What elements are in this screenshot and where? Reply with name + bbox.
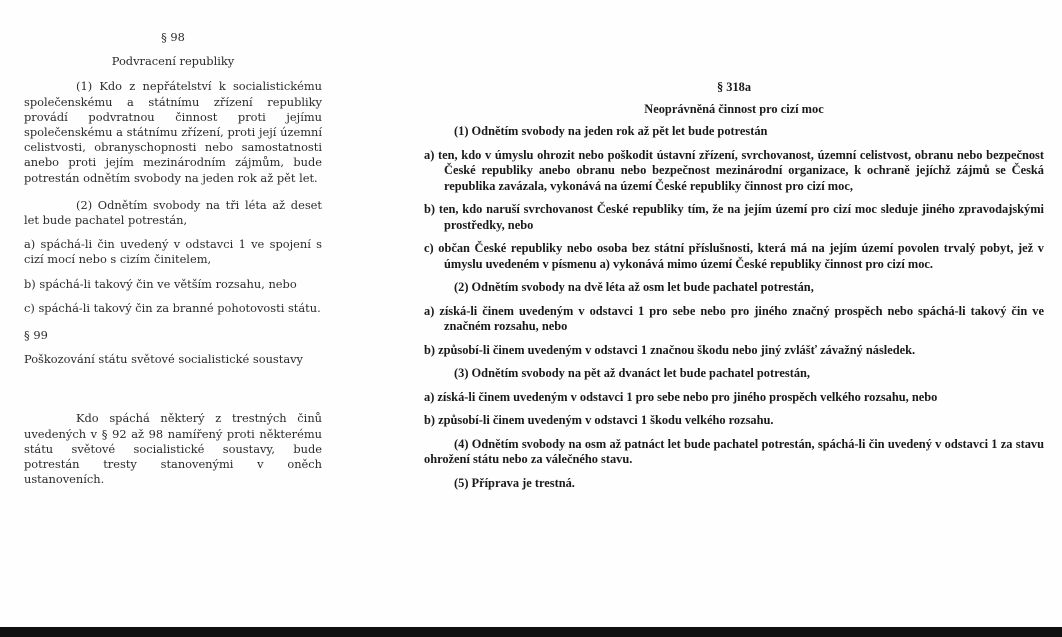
paragraph-318a-2: (2) Odnětím svobody na dvě léta až osm let bude pachatel potrestán,: [454, 280, 814, 294]
item-98-a: a) spáchá-li čin uvedený v odstavci 1 ve spojení s cizí mocí nebo s cizím činitelem,: [24, 237, 322, 267]
item-318a-1a: a) ten, kdo v úmyslu ohrozit nebo poškodit ústavní zřízení, svrchovanost, územní celistvost, obranu nebo bezpečnost České republiky anebo obranu nebo bezpečnost mezinárodní organizace, k ochraně jejíchž zájmů se Česká republika zavázala, vykonává na území České republiky činnost pro cizí moc,: [424, 147, 1044, 193]
paragraph-318a-5: (5) Příprava je trestná.: [454, 475, 575, 490]
item-318a-2a: a) získá-li činem uvedeným v odstavci 1 pro sebe nebo pro jiného značný prospěch nebo spáchá-li takový čin ve značném rozsahu, nebo: [424, 303, 1044, 333]
section-title-98: Podvracení republiky: [111, 54, 235, 69]
section-title-318a: Neoprávněná činnost pro cizí moc: [644, 101, 824, 116]
item-318a-3b: b) způsobí-li činem uvedeným v odstavci 1 škodu velkého rozsahu.: [424, 413, 774, 427]
paragraph-99: Kdo spáchá některý z trestných činů uvedených v § 92 až 98 namířený proti některému státu světové socialistické soustavy, bude potrestán tresty stanovenými v oněch ustanoveních.: [24, 411, 322, 487]
bottom-edge-bar: [0, 627, 1062, 637]
item-318a-1c: c) občan České republiky nebo osoba bez státní příslušnosti, která má na jejím území povolen trvalý pobyt, jež v úmyslu uvedeném v písmenu a) vykonává mimo území České republiky činnost pro cizí moc.: [424, 241, 1044, 271]
section-number-318a: § 318a: [716, 80, 752, 94]
paragraph-98-1: (1) Kdo z nepřátelství k socialistickému společenskému a státnímu zřízení republiky provádí podvratnou činnost proti jejímu společenskému a státnímu zřízení, proti její územní celistvosti, obranyschopnosti nebo samostatnosti anebo proti jejím mezinárodním zájmům, bude potrestán odnětím svobody na jeden rok až pět let.: [24, 79, 322, 185]
paragraph-318a-4: (4) Odnětím svobody na osm až patnáct let bude pachatel potrestán, spáchá-li čin uvedený v odstavci 1 za stavu ohrožení státu nebo za válečného stavu.: [424, 436, 1044, 466]
section-title-99: Poškozování státu světové socialistické soustavy: [24, 352, 303, 367]
paragraph-98-2: (2) Odnětím svobody na tři léta až deset let bude pachatel potrestán,: [24, 197, 322, 228]
paragraph-318a-3: (3) Odnětím svobody na pět až dvanáct let bude pachatel potrestán,: [454, 366, 811, 380]
left-column-section-98: [24, 30, 322, 487]
right-column-section-318a: [424, 80, 1044, 491]
item-98-b: b) spáchá-li takový čin ve větším rozsahu, nebo: [24, 276, 297, 291]
section-number-98: § 98: [161, 30, 185, 44]
item-318a-1b: b) ten, kdo naruší svrchovanost České republiky tím, že na jejím území pro cizí moc sleduje jiného zpravodajskými prostředky, nebo: [424, 202, 1044, 232]
item-318a-3a: a) získá-li činem uvedeným v odstavci 1 pro sebe nebo pro jiného prospěch velkého rozsahu, nebo: [424, 389, 938, 404]
item-98-c: c) spáchá-li takový čin za branné pohotovosti státu.: [24, 300, 321, 315]
section-number-99: § 99: [24, 328, 48, 343]
paragraph-318a-1: (1) Odnětím svobody na jeden rok až pět let bude potrestán: [454, 124, 768, 138]
item-318a-2b: b) způsobí-li činem uvedeným v odstavci 1 značnou škodu nebo jiný zvlášť závažný následek.: [424, 342, 916, 357]
